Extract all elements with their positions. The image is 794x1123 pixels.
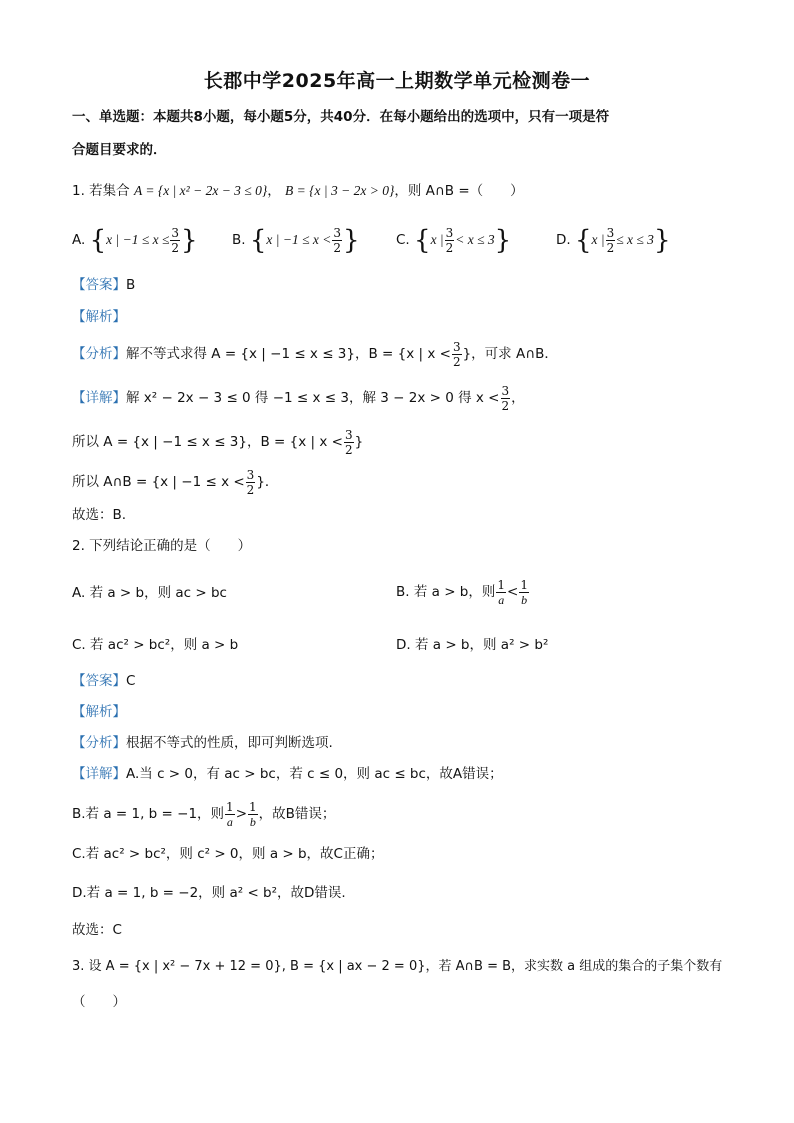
- q2-stem: 2. 下列结论正确的是（ ）: [72, 538, 252, 554]
- q2-option-a: A. 若 a > b，则 ac > bc: [72, 585, 227, 601]
- q3-stem: 3. 设 A = {x | x² − 7x + 12 = 0}, B = {x | ax − 2 = 0}，若 A∩B = B，求实数 a 组成的集合的子集个数有: [72, 959, 723, 974]
- q1-so2: 所以 A∩B = {x | −1 ≤ x < $\frac{3}{2}$ }．: [72, 468, 279, 497]
- q1-choose: 故选：B.: [72, 507, 127, 523]
- q1-answer: 【答案】B: [72, 277, 136, 293]
- q2-fenxi: 【分析】根据不等式的性质，即可判断选项.: [72, 735, 333, 751]
- q2-option-d: D. 若 a > b，则 a² > b²: [396, 637, 549, 653]
- q1-analysis-label: 【解析】: [72, 309, 126, 325]
- q1-detail: 【详解】解 x² − 2x − 3 ≤ 0 得 −1 ≤ x ≤ 3，解 3 − 2x > 0 得 x < $\frac{3}{2}$ ，: [72, 384, 525, 413]
- q2-line-d: D.若 a = 1, b = −2，则 a² < b²，故D错误.: [72, 885, 346, 901]
- q2-option-c: C. 若 ac² > bc²，则 a > b: [72, 637, 239, 653]
- page-title: 长郡中学2025年高一上期数学单元检测卷一: [203, 70, 591, 92]
- q2-analysis-label: 【解析】: [72, 704, 126, 720]
- q2-answer: 【答案】C: [72, 673, 136, 689]
- q1-so1: 所以 A = {x | −1 ≤ x ≤ 3}，B = {x | x < $\frac{3}{2}$ }: [72, 428, 364, 457]
- q2-option-b: B. 若 a > b，则 $\frac{1}{a}$ < $\frac{1}{b}$: [396, 578, 528, 607]
- q1-option-d: D. {x | $\frac{3}{2}$ ≤ x ≤ 3}: [556, 225, 671, 256]
- section-heading-line2: 合题目要求的．: [72, 142, 167, 158]
- section-heading-line1: 一、单选题：本题共8小题，每小题5分，共40分．在每小题给出的选项中，只有一项是符: [72, 109, 610, 125]
- q1-fenxi: 【分析】解不等式求得 A = {x | −1 ≤ x ≤ 3}，B = {x | x < $\frac{3}{2}$ }，可求 A∩B．: [72, 340, 558, 369]
- q3-paren: （ ）: [72, 994, 126, 1010]
- q1-option-b: B. {x | −1 ≤ x < $\frac{3}{2}$ }: [232, 225, 360, 256]
- q1-option-c: C. {x | $\frac{3}{2}$ < x ≤ 3}: [396, 225, 512, 256]
- q1-option-a: A. {x | −1 ≤ x ≤ $\frac{3}{2}$ }: [72, 225, 198, 256]
- q1-stem: 1. 若集合 A = {x | x² − 2x − 3 ≤ 0}， B = {x | 3 − 2x > 0}，则 A∩B =（ ）: [72, 183, 524, 199]
- q2-choose: 故选：C: [72, 922, 122, 938]
- q2-detail: 【详解】A.当 c > 0，有 ac > bc，若 c ≤ 0，则 ac ≤ bc，故A错误；: [72, 766, 503, 782]
- q2-line-c: C.若 ac² > bc²，则 c² > 0，则 a > b，故C正确；: [72, 846, 384, 862]
- q2-line-b: B.若 a = 1, b = −1，则 $\frac{1}{a}$ > $\frac{1}{b}$ ，故B错误；: [72, 800, 336, 829]
